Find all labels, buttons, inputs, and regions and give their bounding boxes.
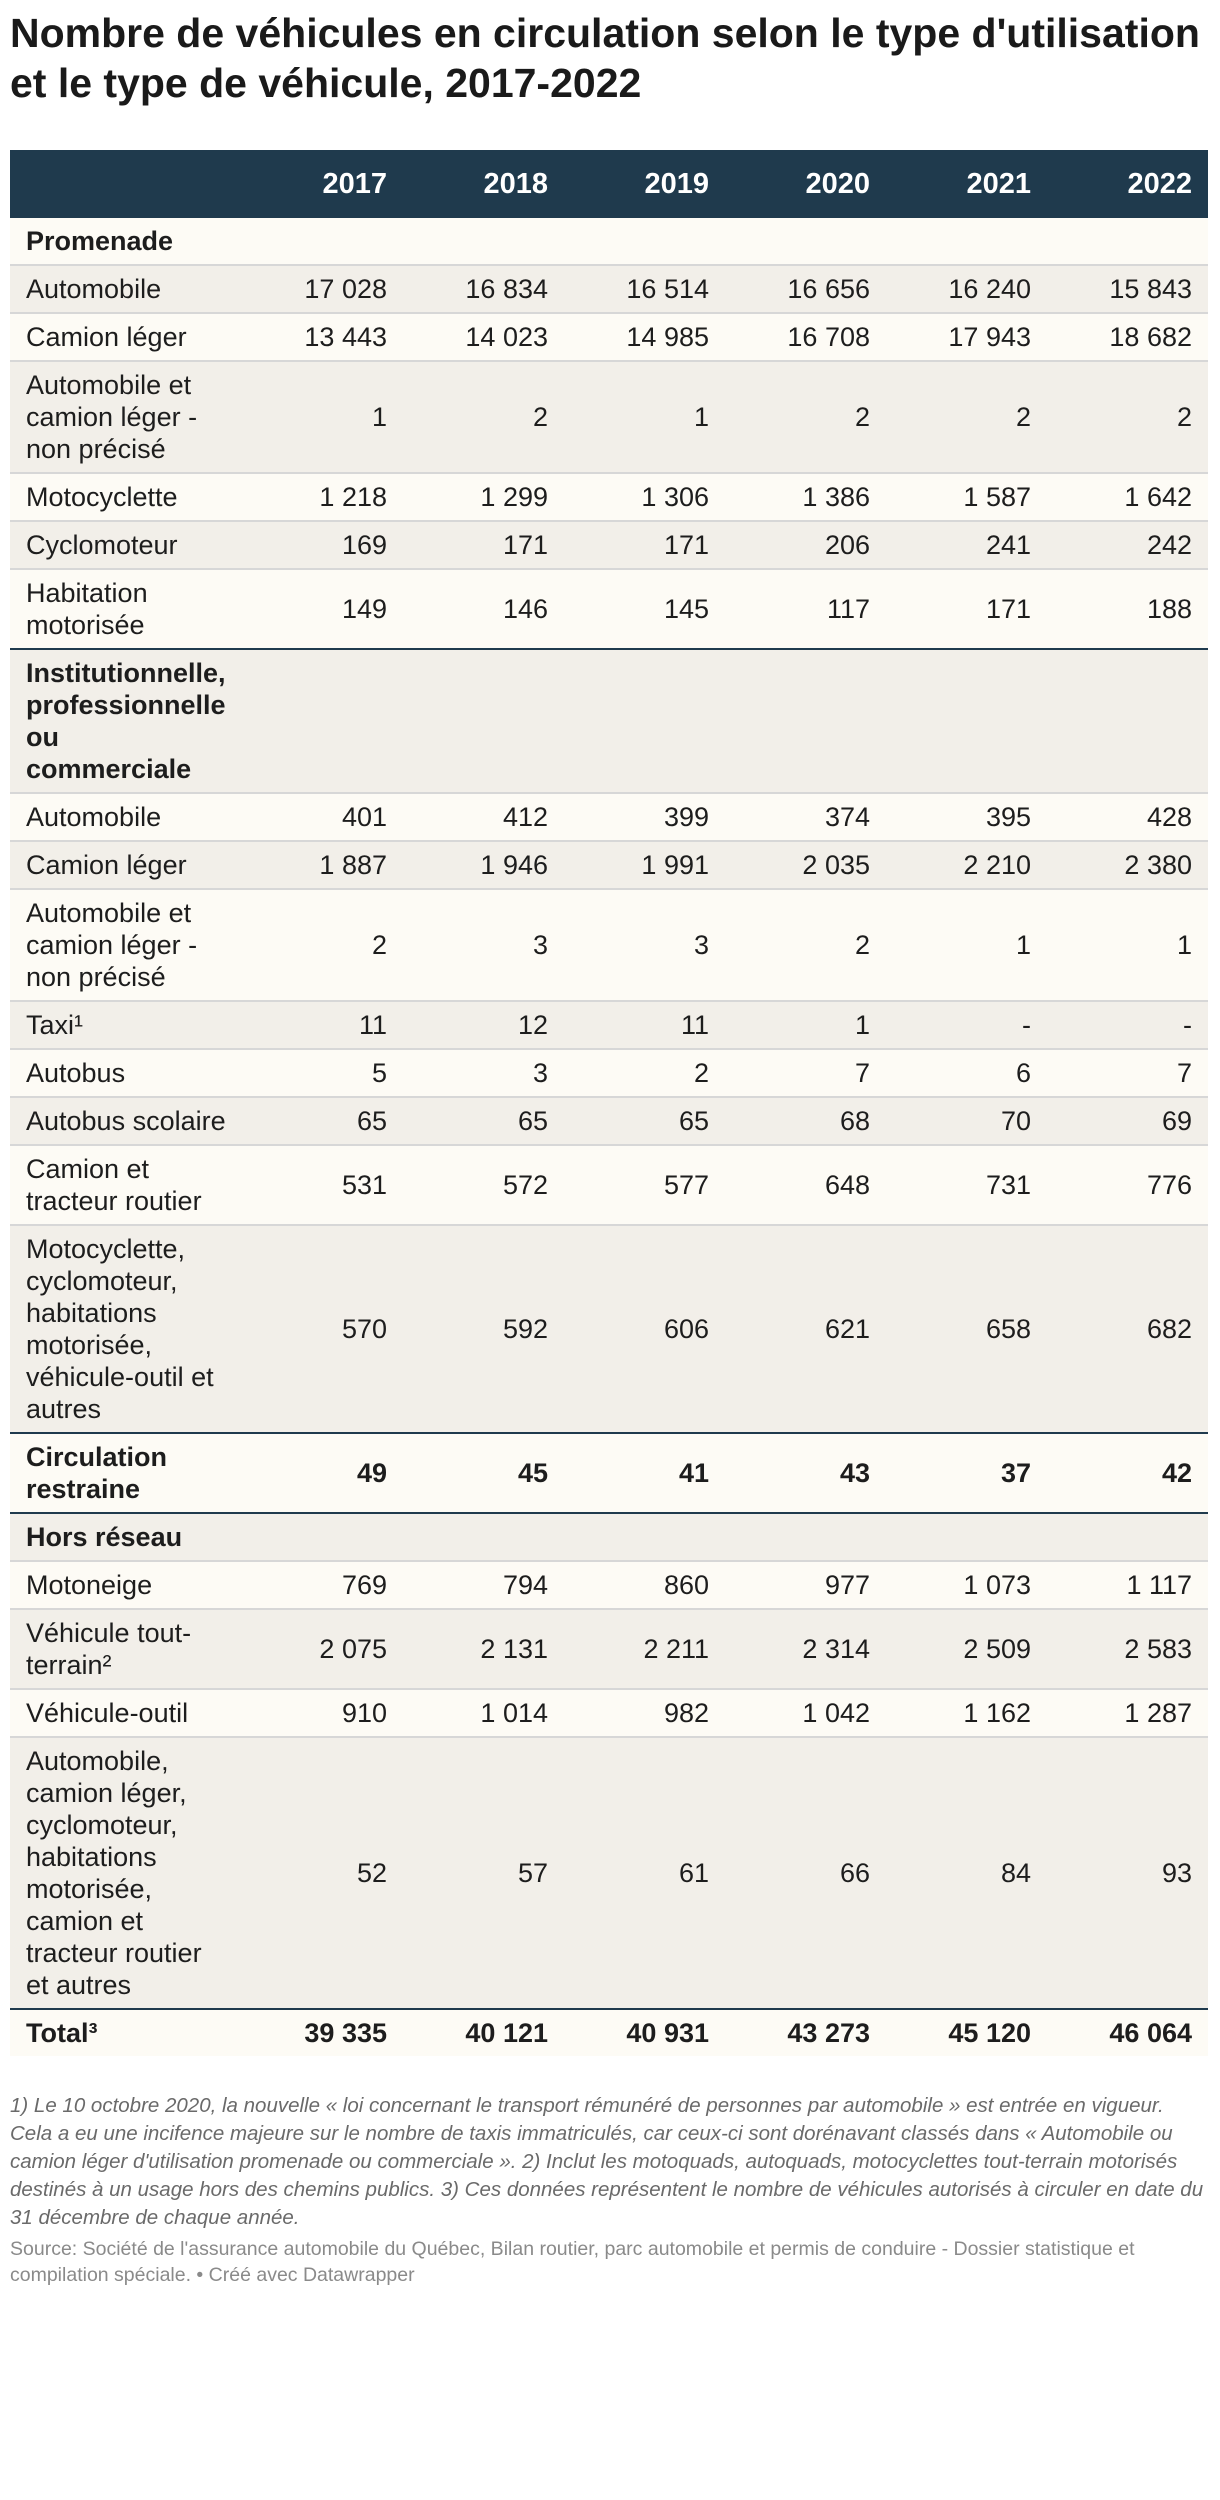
cell-value: 860 (564, 1561, 725, 1609)
cell-value: 117 (725, 569, 886, 649)
row-label: Taxi¹ (10, 1001, 242, 1049)
cell-value: 2 (725, 889, 886, 1001)
cell-value (1047, 649, 1208, 793)
table-body (10, 218, 1208, 2056)
cell-value: 40 931 (564, 2009, 725, 2056)
table-row (10, 1049, 1208, 1097)
cell-value (403, 1513, 564, 1561)
cell-value: 65 (403, 1097, 564, 1145)
cell-value: 7 (725, 1049, 886, 1097)
cell-value: 2 380 (1047, 841, 1208, 889)
cell-value: 145 (564, 569, 725, 649)
row-label: Habitation motorisée (10, 569, 242, 649)
cell-value: 7 (1047, 1049, 1208, 1097)
cell-value: 65 (564, 1097, 725, 1145)
cell-value: 395 (886, 793, 1047, 841)
cell-value: 17 028 (242, 265, 403, 313)
page-title: Nombre de véhicules en circulation selon le type d'utilisation et le type de véhicule, 2017-2022 (10, 10, 1200, 106)
cell-value: 1 (725, 1001, 886, 1049)
cell-value (725, 1513, 886, 1561)
table-row (10, 793, 1208, 841)
cell-value: 794 (403, 1561, 564, 1609)
cell-value: 68 (725, 1097, 886, 1145)
cell-value: 70 (886, 1097, 1047, 1145)
cell-value: 2 314 (725, 1609, 886, 1689)
cell-value: 1 218 (242, 473, 403, 521)
cell-value (886, 1513, 1047, 1561)
cell-value (564, 1513, 725, 1561)
cell-value: 1 073 (886, 1561, 1047, 1609)
cell-value: 1 642 (1047, 473, 1208, 521)
table-row (10, 569, 1208, 649)
section-row (10, 649, 1208, 793)
cell-value: 531 (242, 1145, 403, 1225)
cell-value: 977 (725, 1561, 886, 1609)
cell-value: 1 162 (886, 1689, 1047, 1737)
cell-value: 1 386 (725, 473, 886, 521)
row-label: Motoneige (10, 1561, 242, 1609)
cell-value: 1 287 (1047, 1689, 1208, 1737)
row-label: Automobile et camion léger - non précisé (10, 889, 242, 1001)
cell-value: 17 943 (886, 313, 1047, 361)
row-label: Motocyclette (10, 473, 242, 521)
cell-value: 769 (242, 1561, 403, 1609)
cell-value: 1 (564, 361, 725, 473)
header-cell-label (10, 150, 242, 218)
cell-value (242, 218, 403, 265)
header-cell-year: 2021 (886, 150, 1047, 218)
cell-value: 2 (1047, 361, 1208, 473)
cell-value: 169 (242, 521, 403, 569)
cell-value (725, 218, 886, 265)
table-row (10, 521, 1208, 569)
cell-value: 731 (886, 1145, 1047, 1225)
cell-value: 1 946 (403, 841, 564, 889)
cell-value: 2 (886, 361, 1047, 473)
table-row (10, 889, 1208, 1001)
cell-value: 57 (403, 1737, 564, 2009)
cell-value: 570 (242, 1225, 403, 1433)
cell-value: 374 (725, 793, 886, 841)
cell-value: 5 (242, 1049, 403, 1097)
row-label: Camion et tracteur routier (10, 1145, 242, 1225)
cell-value: 241 (886, 521, 1047, 569)
cell-value: 171 (886, 569, 1047, 649)
cell-value: 39 335 (242, 2009, 403, 2056)
cell-value: 242 (1047, 521, 1208, 569)
cell-value: 16 834 (403, 265, 564, 313)
cell-value: 40 121 (403, 2009, 564, 2056)
cell-value: 2 (564, 1049, 725, 1097)
cell-value: 16 240 (886, 265, 1047, 313)
cell-value: 171 (564, 521, 725, 569)
row-label: Camion léger (10, 841, 242, 889)
cell-value: 14 023 (403, 313, 564, 361)
cell-value: 1 991 (564, 841, 725, 889)
cell-value: 2 210 (886, 841, 1047, 889)
cell-value: 171 (403, 521, 564, 569)
cell-value: 12 (403, 1001, 564, 1049)
cell-value: 1 887 (242, 841, 403, 889)
cell-value (886, 218, 1047, 265)
row-label: Automobile (10, 793, 242, 841)
cell-value: 1 042 (725, 1689, 886, 1737)
row-label: Autobus (10, 1049, 242, 1097)
cell-value: 11 (564, 1001, 725, 1049)
row-label: Automobile (10, 265, 242, 313)
cell-value: 658 (886, 1225, 1047, 1433)
table-row (10, 1097, 1208, 1145)
cell-value: 776 (1047, 1145, 1208, 1225)
cell-value: 18 682 (1047, 313, 1208, 361)
cell-value: 1 014 (403, 1689, 564, 1737)
cell-value: 2 509 (886, 1609, 1047, 1689)
cell-value: 648 (725, 1145, 886, 1225)
cell-value: - (1047, 1001, 1208, 1049)
cell-value: 2 075 (242, 1609, 403, 1689)
table-row (10, 1737, 1208, 2009)
cell-value: 2 (242, 889, 403, 1001)
cell-value: 16 514 (564, 265, 725, 313)
cell-value (1047, 1513, 1208, 1561)
cell-value: 16 656 (725, 265, 886, 313)
row-label: Motocyclette, cyclomoteur, habitations motorisée, véhicule-outil et autres (10, 1225, 242, 1433)
row-label: Hors réseau (10, 1513, 242, 1561)
cell-value: 682 (1047, 1225, 1208, 1433)
row-label: Automobile et camion léger - non précisé (10, 361, 242, 473)
cell-value: 1 299 (403, 473, 564, 521)
cell-value: 69 (1047, 1097, 1208, 1145)
table-row (10, 1689, 1208, 1737)
cell-value: 592 (403, 1225, 564, 1433)
cell-value (1047, 218, 1208, 265)
row-label: Automobile, camion léger, cyclomoteur, habitations motorisée, camion et tracteur routier et autres (10, 1737, 242, 2009)
table-row (10, 473, 1208, 521)
table-row (10, 1225, 1208, 1433)
cell-value: 66 (725, 1737, 886, 2009)
cell-value: 1 117 (1047, 1561, 1208, 1609)
cell-value: 621 (725, 1225, 886, 1433)
cell-value: 6 (886, 1049, 1047, 1097)
cell-value (403, 649, 564, 793)
header-cell-year: 2017 (242, 150, 403, 218)
row-label: Circulation restraine (10, 1433, 242, 1513)
cell-value: 2 583 (1047, 1609, 1208, 1689)
cell-value: 93 (1047, 1737, 1208, 2009)
cell-value: 16 708 (725, 313, 886, 361)
table-header-row (10, 150, 1208, 218)
cell-value: 52 (242, 1737, 403, 2009)
cell-value: - (886, 1001, 1047, 1049)
row-label: Véhicule tout-terrain² (10, 1609, 242, 1689)
cell-value: 37 (886, 1433, 1047, 1513)
row-label: Véhicule-outil (10, 1689, 242, 1737)
cell-value: 45 (403, 1433, 564, 1513)
cell-value: 910 (242, 1689, 403, 1737)
cell-value: 149 (242, 569, 403, 649)
cell-value: 412 (403, 793, 564, 841)
row-label: Promenade (10, 218, 242, 265)
vehicle-table (10, 150, 1208, 2056)
cell-value (564, 649, 725, 793)
cell-value: 1 (1047, 889, 1208, 1001)
cell-value: 14 985 (564, 313, 725, 361)
cell-value: 3 (403, 1049, 564, 1097)
cell-value: 206 (725, 521, 886, 569)
cell-value: 2 211 (564, 1609, 725, 1689)
cell-value: 1 306 (564, 473, 725, 521)
footnotes: 1) Le 10 octobre 2020, la nouvelle « loi concernant le transport rémunéré de personnes par automobile » est entrée en vigueur. Cela a eu une incifence majeure sur le nombre de taxis immatriculés, car ceux-ci sont dorénavant classés dans « Automobile ou camion léger d'utilisation promenade ou commerciale ». 2) Inclut les motoquads, autoquads, motocyclettes tout-terrain motorisés destinés à un usage hors des chemins publics. 3) Ces données représentent le nombre de véhicules autorisés à circuler en date du 31 décembre de chaque année. (10, 2094, 1204, 2229)
cell-value: 2 035 (725, 841, 886, 889)
header-cell-year: 2020 (725, 150, 886, 218)
row-label: Cyclomoteur (10, 521, 242, 569)
cell-value: 577 (564, 1145, 725, 1225)
cell-value: 399 (564, 793, 725, 841)
cell-value: 15 843 (1047, 265, 1208, 313)
cell-value: 45 120 (886, 2009, 1047, 2056)
row-label: Camion léger (10, 313, 242, 361)
cell-value: 188 (1047, 569, 1208, 649)
cell-value: 43 (725, 1433, 886, 1513)
cell-value: 1 587 (886, 473, 1047, 521)
cell-value: 61 (564, 1737, 725, 2009)
cell-value: 49 (242, 1433, 403, 1513)
cell-value: 428 (1047, 793, 1208, 841)
cell-value (564, 218, 725, 265)
cell-value: 146 (403, 569, 564, 649)
cell-value: 41 (564, 1433, 725, 1513)
header-cell-year: 2022 (1047, 150, 1208, 218)
table-row (10, 841, 1208, 889)
cell-value: 2 (725, 361, 886, 473)
row-label: Autobus scolaire (10, 1097, 242, 1145)
cell-value: 46 064 (1047, 2009, 1208, 2056)
cell-value: 982 (564, 1689, 725, 1737)
cell-value: 2 (403, 361, 564, 473)
cell-value: 401 (242, 793, 403, 841)
table-row (10, 1561, 1208, 1609)
header-cell-year: 2018 (403, 150, 564, 218)
row-label: Institutionnelle, professionnelle ou commerciale (10, 649, 242, 793)
cell-value: 2 131 (403, 1609, 564, 1689)
table-row (10, 265, 1208, 313)
cell-value (242, 1513, 403, 1561)
cell-value: 65 (242, 1097, 403, 1145)
cell-value: 43 273 (725, 2009, 886, 2056)
table-row (10, 1001, 1208, 1049)
cell-value: 606 (564, 1225, 725, 1433)
cell-value: 572 (403, 1145, 564, 1225)
table-row (10, 313, 1208, 361)
cell-value: 42 (1047, 1433, 1208, 1513)
section-row (10, 1513, 1208, 1561)
cell-value: 1 (242, 361, 403, 473)
cell-value (725, 649, 886, 793)
total-row (10, 2009, 1208, 2056)
cell-value: 1 (886, 889, 1047, 1001)
cell-value (886, 649, 1047, 793)
section-row (10, 1433, 1208, 1513)
section-row (10, 218, 1208, 265)
cell-value: 3 (403, 889, 564, 1001)
cell-value (242, 649, 403, 793)
cell-value: 84 (886, 1737, 1047, 2009)
table-row (10, 1609, 1208, 1689)
header-cell-year: 2019 (564, 150, 725, 218)
cell-value (403, 218, 564, 265)
row-label: Total³ (10, 2009, 242, 2056)
table-row (10, 361, 1208, 473)
cell-value: 3 (564, 889, 725, 1001)
source-credit: Source: Société de l'assurance automobile du Québec, Bilan routier, parc automobile et permis de conduire - Dossier statistique et compilation spéciale. • Créé avec Datawrapper (10, 2238, 1135, 2286)
cell-value: 11 (242, 1001, 403, 1049)
table-row (10, 1145, 1208, 1225)
cell-value: 13 443 (242, 313, 403, 361)
